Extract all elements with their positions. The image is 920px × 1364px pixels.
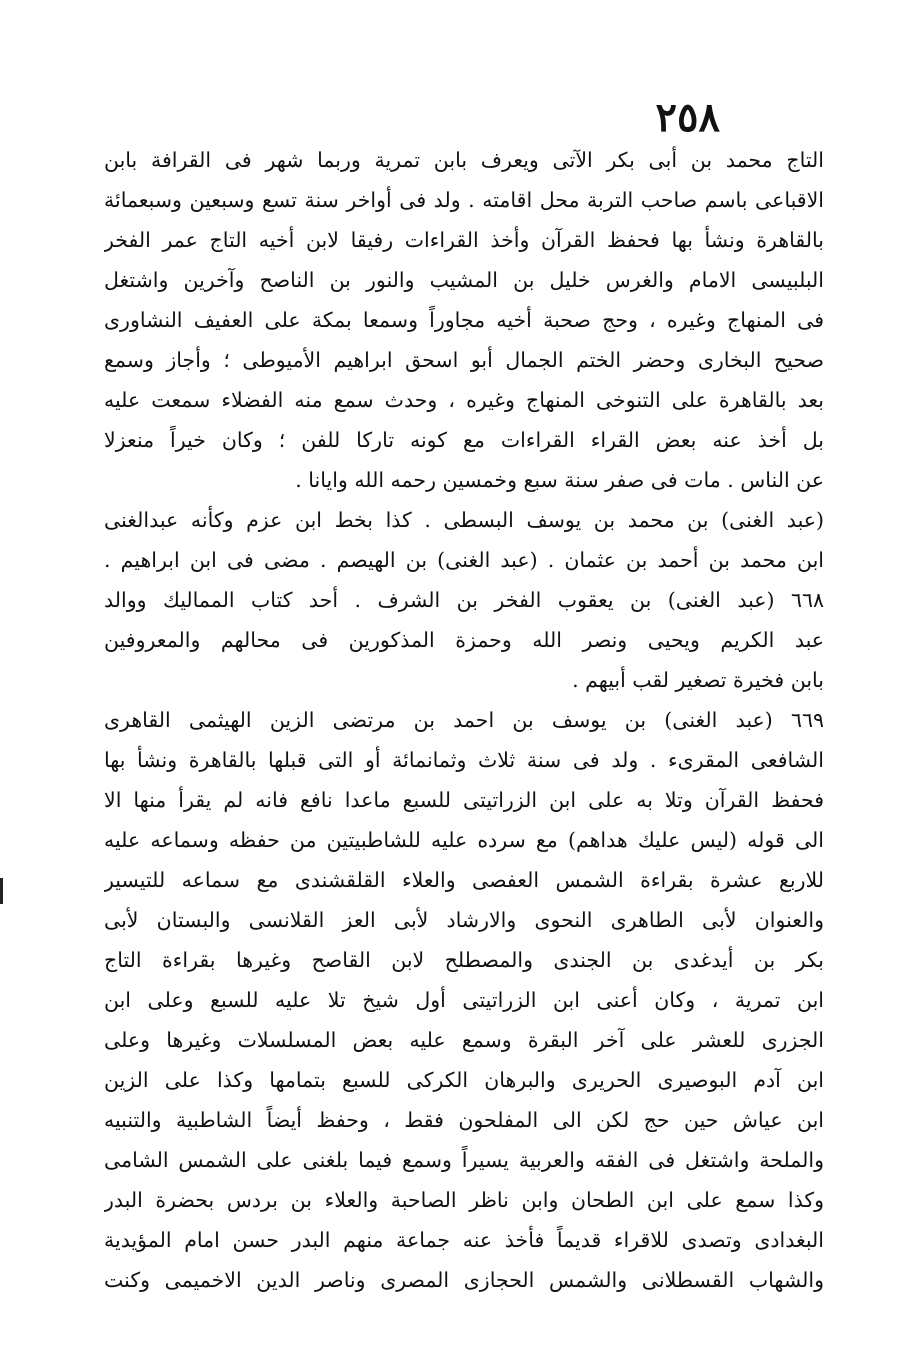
entry-line: البغدادى وتصدى للاقراء قديماً فأخذ عنه جماعة منهم البدر حسن امام المؤيدية bbox=[104, 1228, 824, 1252]
entry-line: ٦٦٩ (عبد الغنى) بن يوسف بن احمد بن مرتضى الزين الهيثمى القاهرى bbox=[104, 708, 824, 732]
entry-line: والشهاب القسطلانى والشمس الحجازى المصرى وناصر الدين الاخميمى وكنت bbox=[104, 1268, 824, 1292]
entry-line: ابن آدم البوصيرى الحريرى والبرهان الكركى للسبع بتمامها وكذا على الزين bbox=[104, 1068, 824, 1092]
text-line: عن الناس . مات فى صفر سنة سبع وخمسين رحمه الله وايانا . bbox=[295, 468, 824, 492]
scan-margin-mark bbox=[0, 878, 3, 904]
entry-line: للاربع عشرة بقراءة الشمس العفصى والعلاء القلقشندى مع سماعه للتيسير bbox=[104, 868, 824, 892]
entry-line: وكذا سمع على ابن الطحان وابن ناظر الصاحبة والعلاء بن بردس بحضرة البدر bbox=[104, 1188, 824, 1212]
text-line: التاج محمد بن أبى بكر الآتى ويعرف بابن تمرية وربما شهر فى القرافة بابن bbox=[104, 148, 824, 172]
entry-line: (عبد الغنى) بن محمد بن يوسف البسطى . كذا بخط ابن عزم وكأنه عبدالغنى bbox=[104, 508, 824, 532]
entry-line: ابن تمرية ، وكان أعنى ابن الزراتيتى أول شيخ تلا عليه للسبع وعلى ابن bbox=[104, 988, 824, 1012]
page-number: ٢٥٨ bbox=[655, 94, 720, 141]
text-line: بالقاهرة ونشأ بها فحفظ القرآن وأخذ القراءات رفيقا لابن أخيه التاج عمر الفخر bbox=[104, 228, 824, 252]
entry-line: والعنوان لأبى الطاهرى النحوى والارشاد لأبى العز القلانسى والبستان لأبى bbox=[104, 908, 824, 932]
entry-line: الجزرى للعشر على آخر البقرة وسمع عليه بعض المسلسلات وغيرها وعلى bbox=[104, 1028, 824, 1052]
entry-line: ابن محمد بن أحمد بن عثمان . (عبد الغنى) بن الهيصم . مضى فى ابن ابراهيم . bbox=[104, 548, 824, 572]
entry-line: بكر بن أيدغدى بن الجندى والمصطلح لابن القاصح وغيرها بقراءة التاج bbox=[104, 948, 824, 972]
body-text bbox=[104, 140, 824, 1300]
entry-line: والملحة واشتغل فى الفقه والعربية يسيراً وسمع فيما بلغنى على الشمس الشامى bbox=[104, 1148, 824, 1172]
text-line: الاقباعى باسم صاحب التربة محل اقامته . ولد فى أواخر سنة تسع وسبعين وسبعمائة bbox=[104, 188, 824, 212]
text-line: بعد بالقاهرة على التنوخى المنهاج وغيره ، وحدث سمع منه الفضلاء سمعت عليه bbox=[104, 388, 824, 412]
entry-line: بابن فخيرة تصغير لقب أبيهم . bbox=[572, 668, 824, 692]
entry-line: ٦٦٨ (عبد الغنى) بن يعقوب الفخر بن الشرف . أحد كتاب المماليك ووالد bbox=[104, 588, 824, 612]
entry-line: فحفظ القرآن وتلا به على ابن الزراتيتى للسبع ماعدا نافع فانه لم يقرأ منها الا bbox=[104, 788, 824, 812]
text-line: صحيح البخارى وحضر الختم الجمال أبو اسحق ابراهيم الأميوطى ؛ وأجاز وسمع bbox=[104, 348, 824, 372]
entry-line: الى قوله (ليس عليك هداهم) مع سرده عليه للشاطبيتين من حفظه وسماعه عليه bbox=[104, 828, 824, 852]
entry-line: الشافعى المقرىء . ولد فى سنة ثلاث وثمانمائة أو التى قبلها بالقاهرة ونشأ بها bbox=[104, 748, 824, 772]
text-line: بل أخذ عنه بعض القراء القراءات مع كونه تاركا للفن ؛ وكان خيراً منعزلا bbox=[104, 428, 824, 452]
text-line: البلبيسى الامام والغرس خليل بن المشيب والنور بن الناصح وآخرين واشتغل bbox=[104, 268, 824, 292]
entry-line: عبد الكريم ويحيى ونصر الله وحمزة المذكورين فى محالهم والمعروفين bbox=[104, 628, 824, 652]
text-line: فى المنهاج وغيره ، وحج صحبة أخيه مجاوراً وسمعا بمكة على العفيف النشاورى bbox=[104, 308, 824, 332]
entry-line: ابن عياش حين حج لكن الى المفلحون فقط ، وحفظ أيضاً الشاطبية والتنبيه bbox=[104, 1108, 824, 1132]
